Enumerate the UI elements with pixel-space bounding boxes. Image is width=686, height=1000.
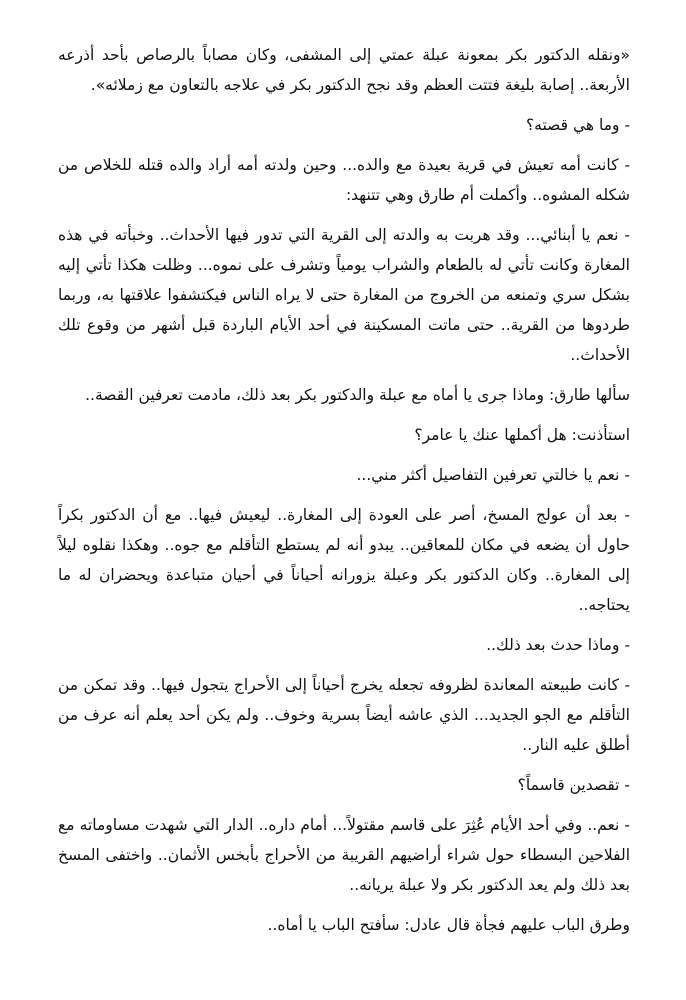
book-page — [58, 40, 630, 950]
paragraph-question-story: - وما هي قصته؟ — [525, 116, 630, 134]
paragraph-yes-aunt: - نعم يا خالتي تعرفين التفاصيل أكثر مني... — [356, 466, 630, 484]
paragraph-return-cave: - بعد أن عولج المسخ، أصر على العودة إلى المغارة.. ليعيش فيها.. مع أن الدكتور بكراً حاول أن يضعه في مكان للمعاقين.. يبدو أنه لم يستطع التأقلم مع جوه.. وهكذا نقلوه ليلاً إلى المغارة.. وكان الدكتور بكر وعبلة يزورانه أحياناً في أحيان متباعدة ويحضران له ما يحتاجه.. — [58, 506, 630, 614]
paragraph-mother-village: - كانت أمه تعيش في قرية بعيدة مع والده... وحين ولدته أمه أراد والده قتله للخلاص من شكله المشوه.. وأكملت أم طارق وهي تتنهد: — [58, 156, 630, 204]
paragraph-hospital-transfer: «ونقله الدكتور بكر بمعونة عبلة عمتي إلى المشفى، وكان مصاباً بالرصاص بأحد أذرعه الأربعة.. إصابة بليغة فتتت العظم وقد نجح الدكتور بكر في علاجه بالتعاون مع زملائه». — [58, 46, 630, 94]
paragraph-permission: استأذنت: هل أكملها عنك يا عامر؟ — [414, 426, 630, 444]
paragraph-qasim-killed: - نعم.. وفي أحد الأيام عُثِرَ على قاسم مقتولاً... أمام داره.. الدار التي شهدت مساوماته مع الفلاحين البسطاء حول شراء أراضيهم القريبة من الأحراج بأبخس الأثمان.. واختفى المسخ بعد ذلك ولم يعد الدكتور بكر ولا عبلة يريانه.. — [58, 816, 630, 894]
paragraph-what-happened: - وماذا حدث بعد ذلك.. — [486, 636, 630, 654]
paragraph-qasim-question: - تقصدين قاسماً؟ — [517, 776, 630, 794]
paragraph-cave-hiding: - نعم يا أبنائي... وقد هربت به والدته إلى القرية التي تدور فيها الأحداث.. وخبأته في هذه المغارة وكانت تأتي له بالطعام والشراب يومياً وتشرف على نموه... وظلت هكذا تأتي إليه بشكل سري وتمنعه من الخروج من المغارة حتى لا يراه الناس فيكتشفوا علاقتها به، وربما طردوها من القرية.. حتى ماتت المسكينة في أحد الأيام الباردة قبل أشهر من وقوع تلك الأحداث.. — [58, 226, 630, 364]
paragraph-stubborn-nature: - كانت طبيعته المعاندة لظروفه تجعله يخرج أحياناً إلى الأحراج يتجول فيها.. وقد تمكن من التأقلم مع الجو الجديد... الذي عاشه أيضاً بسرية وخوف.. ولم يكن أحد يعلم أنه عرف من أطلق عليه النار.. — [58, 676, 630, 754]
paragraph-tarek-asks: سألها طارق: وماذا جرى يا أماه مع عبلة والدكتور بكر بعد ذلك، مادمت تعرفين القصة.. — [85, 386, 630, 404]
paragraph-door-knock: وطرق الباب عليهم فجأة قال عادل: سأفتح الباب يا أماه.. — [267, 916, 630, 934]
